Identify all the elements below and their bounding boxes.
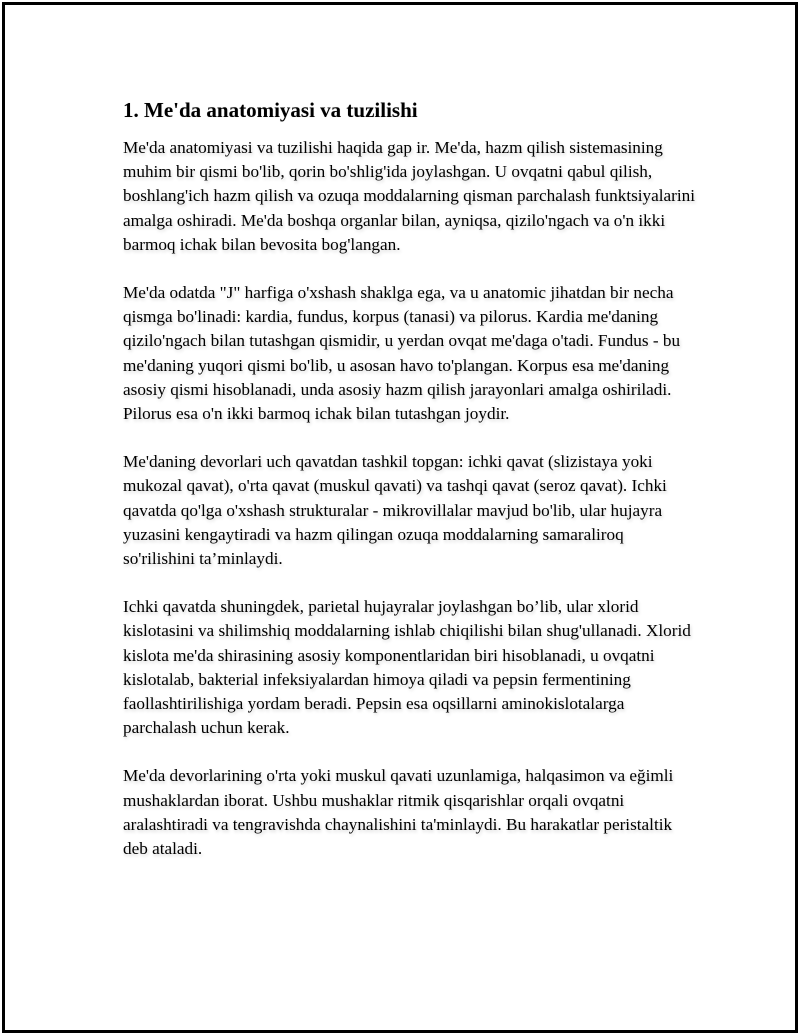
paragraph-anatomy-intro: Me'da anatomiyasi va tuzilishi haqida gap ir. Me'da, hazm qilish sistemasining muhim bir qismi bo'lib, qorin bo'shlig'ida joylashgan. U ovqatni qabul qilish, boshlang'ich hazm qilish va ozuqa moddalarning qisman parchalash funktsiyalarini amalga oshiradi. Me'da boshqa organlar bilan, ayniqsa, qizilo'ngach va o'n ikki barmoq ichak bilan bevosita bog'langan. [123, 138, 696, 254]
document-body [123, 95, 698, 885]
paragraph-muscle-layer: Me'da devorlarining o'rta yoki muskul qavati uzunlamiga, halqasimon va eğimli mushaklardan iborat. Ushbu mushaklar ritmik qisqarishlar orqali ovqatni aralashtiradi va tengravishda chaynalishini ta'minlaydi. Bu harakatlar peristaltik deb ataladi. [123, 766, 674, 859]
paragraph-parietal-cells: Ichki qavatda shuningdek, parietal hujayralar joylashgan bo’lib, ular xlorid kislotasini va shilimshiq moddalarning ishlab chiqilishi bilan shug'ullanadi. Xlorid kislota me'da shirasining asosiy komponentlaridan biri hisoblanadi, u ovqatni kislotalab, bakterial infeksiyalardan himoya qiladi va pepsin fermentining faollashtirilishiga yordam beradi. Pepsin esa oqsillarni aminokislotalarga parchalash uchun kerak. [123, 597, 691, 738]
paragraph-wall-layers: Me'daning devorlari uch qavatdan tashkil topgan: ichki qavat (slizistaya yoki mukozal qavat), o'rta qavat (muskul qavati) va tashqi qavat (seroz qavat). Ichki qavatda qo'lga o'xshash strukturalar - mikrovillalar mavjud bo'lib, ular hujayra yuzasini kengaytiradi va hazm qilingan ozuqa moddalarning samaraliroq so'rilishini ta’minlaydi. [123, 452, 667, 569]
page-frame [2, 2, 798, 1033]
section-heading: 1. Me'da anatomiyasi va tuzilishi [123, 98, 418, 122]
paragraph-stomach-parts: Me'da odatda "J" harfiga o'xshash shaklga ega, va u anatomic jihatdan bir necha qismga bo'linadi: kardia, fundus, korpus (tanasi) va pilorus. Kardia me'daning qizilo'ngach bilan tutashgan qismidir, u yerdan ovqat me'daga o'tadi. Fundus - bu me'daning yuqori qismi bo'lib, u asosan havo to'plangan. Korpus esa me'daning asosiy qismi hisoblanadi, unda asosiy hazm qilish jarayonlari amalga oshiriladi. Pilorus esa o'n ikki barmoq ichak bilan tutashgan joydir. [123, 283, 681, 424]
